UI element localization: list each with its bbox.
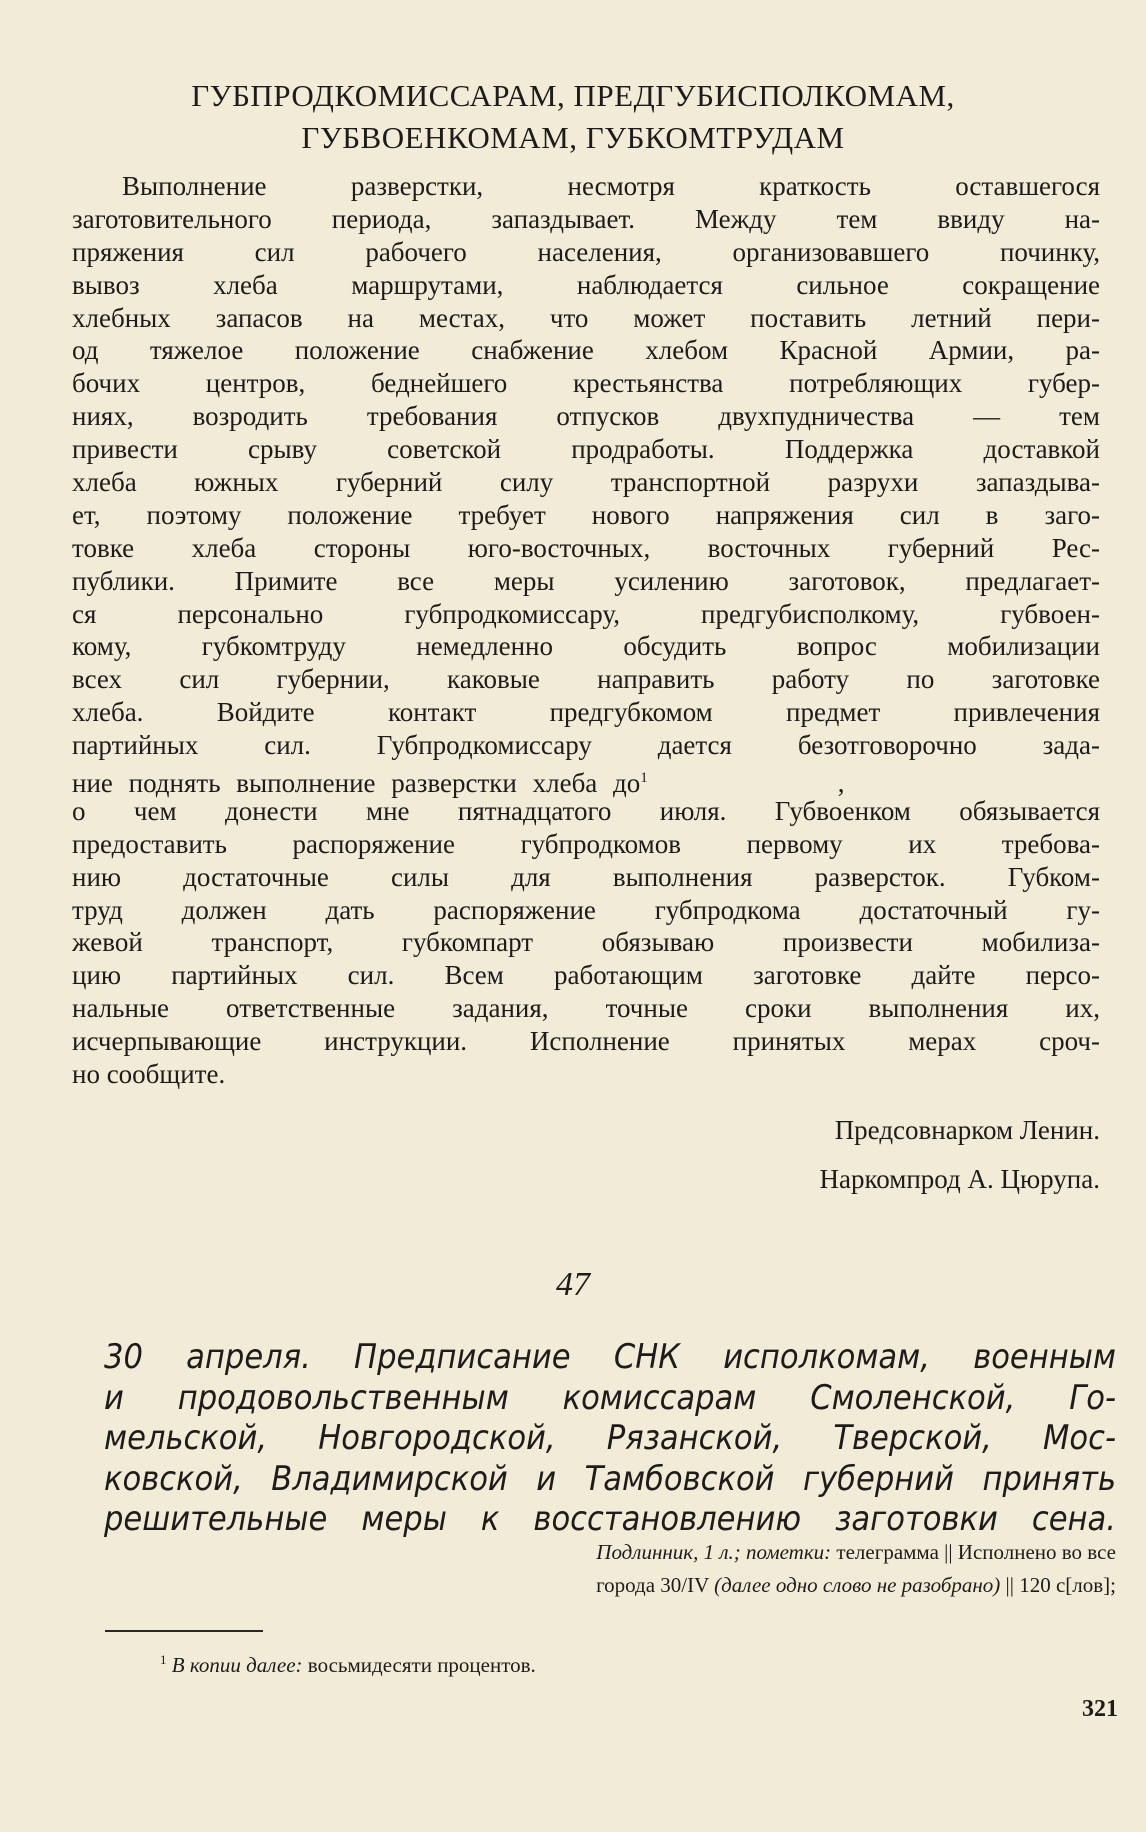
body-line: [72, 302, 1100, 335]
source-note-text: || 120 с[лов];: [1005, 1573, 1116, 1597]
body-line: [72, 203, 1100, 236]
body-line-text: предоставить распоряжение губпродкомов первому их требова-: [72, 828, 1100, 859]
body-line: [72, 170, 1100, 203]
document-number: 47: [556, 1266, 590, 1303]
body-line: [72, 565, 1100, 598]
body-line-text: хлеба. Войдите контакт предгубкомом предмет привлечения: [72, 697, 1100, 728]
source-note-italic: Подлинник, 1 л.; пометки:: [596, 1540, 832, 1564]
body-line-text: ниях, возродить требования отпусков двухпудничества — тем: [72, 401, 1100, 432]
source-note-italic: (далее одно слово не разобрано): [714, 1573, 1001, 1597]
body-line-text: всех сил губернии, каковые направить работу по заготовке: [72, 664, 1100, 695]
footnote-reference: 1: [640, 770, 648, 787]
body-line-text: труд должен дать распоряжение губпродкома достаточный гу-: [72, 894, 1100, 925]
body-line: [72, 499, 1100, 532]
body-line-text: о чем донести мне пятнадцатого июля. Губвоенком обязывается: [72, 795, 1100, 826]
footnote: [160, 1652, 536, 1678]
document-heading: [104, 1337, 1116, 1540]
body-line-text: вывоз хлеба маршрутами, наблюдается сильное сокращение: [72, 269, 1100, 300]
heading-line-2: ГУБВОЕНКОМАМ, ГУБКОМТРУДАМ: [301, 120, 845, 155]
signature-lenin: Предсовнарком Ленин.: [834, 1115, 1100, 1145]
body-line-text: кому, губкомтруду немедленно обсудить вопрос мобилизации: [72, 631, 1100, 662]
body-line-text: нальные ответственные задания, точные сроки выполнения их,: [72, 993, 1100, 1024]
body-line-text: публики. Примите все меры усилению заготовок, предлагает-: [72, 565, 1100, 596]
body-line: [72, 1025, 1100, 1058]
body-line-text: но сообщите.: [72, 1059, 226, 1090]
body-line-text: Выполнение разверстки, несмотря краткость оставшегося: [122, 171, 1100, 201]
body-line-text: товке хлеба стороны юго-восточных, восточных губерний Рес-: [72, 532, 1100, 563]
document-heading-line: решительные меры к восстановлению заготовки сена.: [104, 1499, 1116, 1539]
body-line: [72, 696, 1100, 729]
telegram-body: [72, 170, 1100, 1091]
body-line: [72, 861, 1100, 894]
footnote-text: восьмидесяти процентов.: [307, 1653, 536, 1677]
signature-tsyurupa: Наркомпрод А. Цюрупа.: [819, 1164, 1100, 1194]
document-heading-line: и продовольственным комиссарам Смоленской, Го-: [104, 1377, 1116, 1418]
body-line-text: од тяжелое положение снабжение хлебом Красной Армии, ра-: [72, 335, 1100, 366]
body-line: [72, 630, 1100, 663]
body-line: [72, 269, 1100, 302]
body-line: [72, 334, 1100, 367]
document-heading-line: ковской, Владимирской и Тамбовской губерний принять: [104, 1458, 1116, 1499]
body-line-text: жевой транспорт, губкомпарт обязываю произвести мобилиза-: [72, 927, 1100, 958]
body-line-text: партийных сил. Губпродкомиссару дается безотговорочно зада-: [72, 730, 1100, 761]
document-heading-line: мельской, Новгородской, Рязанской, Тверской, Мос-: [104, 1418, 1116, 1458]
body-line-text: хлебных запасов на местах, что может поставить летний пери-: [72, 302, 1100, 333]
body-line-text: хлеба южных губерний силу транспортной разрухи запаздыва-: [72, 467, 1100, 498]
body-line: [72, 663, 1100, 696]
body-line: [72, 926, 1100, 959]
page-number: 321: [1082, 1696, 1118, 1722]
body-line-text: заготовительного периода, запаздывает. Между тем ввиду на-: [72, 203, 1100, 234]
body-line: [72, 400, 1100, 433]
body-line-text: пряжения сил рабочего населения, организовавшего починку,: [72, 236, 1100, 267]
body-line-text: цию партийных сил. Всем работающим заготовке дайте персо-: [72, 960, 1100, 991]
body-line: [72, 729, 1100, 762]
body-line: [72, 828, 1100, 861]
source-note-text: телеграмма || Исполнено во все: [836, 1540, 1116, 1564]
footnote-italic: В копии далее:: [171, 1653, 303, 1677]
body-line: [72, 466, 1100, 499]
source-note-text: города 30/IV: [596, 1573, 709, 1597]
body-line: [72, 762, 1100, 799]
source-note-line-2: [596, 1573, 1116, 1598]
heading-line-1: ГУБПРОДКОМИССАРАМ, ПРЕДГУБИСПОЛКОМАМ,: [191, 78, 955, 113]
body-line: [72, 1058, 1100, 1091]
body-line: [72, 236, 1100, 269]
footnote-marker: 1: [160, 1652, 167, 1667]
body-line-text: привести срыву советской продработы. Поддержка доставкой: [72, 434, 1100, 465]
body-line: [72, 959, 1100, 992]
body-line: [72, 795, 1100, 828]
body-line: [72, 433, 1100, 466]
body-line: [72, 992, 1100, 1025]
source-note-line-1: [596, 1540, 1116, 1565]
body-line: [72, 367, 1100, 400]
body-line: [72, 598, 1100, 631]
body-line-text: ся персонально губпродкомиссару, предгубисполкому, губвоен-: [72, 598, 1100, 629]
body-line-text: ет, поэтому положение требует нового напряжения сил в заго-: [72, 499, 1100, 530]
body-line-text: ние поднять выполнение разверстки хлеба до: [72, 768, 641, 799]
body-line-text: бочих центров, беднейшего крестьянства потребляющих губер-: [72, 368, 1100, 399]
body-line: [72, 532, 1100, 565]
footnote-divider: [105, 1630, 263, 1632]
document-heading-line: 30 апреля. Предписание СНК исполкомам, военным: [104, 1337, 1116, 1377]
gap-comma: ,: [837, 768, 845, 799]
body-line: [72, 894, 1100, 927]
body-line-text: нию достаточные силы для выполнения разверсток. Губком-: [72, 861, 1100, 892]
body-line-text: исчерпывающие инструкции. Исполнение принятых мерах сроч-: [72, 1026, 1100, 1057]
